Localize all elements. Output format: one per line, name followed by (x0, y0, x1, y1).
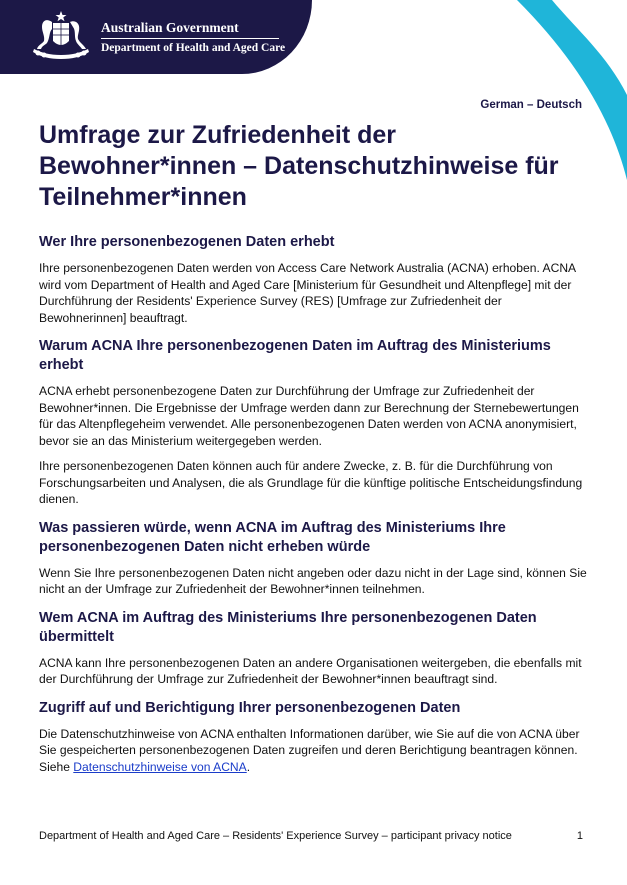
document-title: Umfrage zur Zufriedenheit der Bewohner*innen – Datenschutzhinweise für Teilnehmer*innen (39, 121, 559, 211)
coat-of-arms-icon (30, 9, 92, 61)
section-paragraph: ACNA erhebt personenbezogene Daten zur Durchführung der Umfrage zur Zufriedenheit der Bewohner*innen. Die Ergebnisse der Umfrage werden dann zur Berechnung der Sternebewertungen für das Altenpflegeheim verwendet. Alle personenbezogenen Daten werden von ACNA anonymisiert, bevor sie an das Ministerium weitergegeben werden. (39, 384, 579, 448)
page-footer (39, 830, 583, 842)
paragraph-text: Die Datenschutzhinweise von ACNA enthalten Informationen darüber, wie Sie auf die von ACNA über Sie gespeicherten personenbezogenen Daten zugreifen und deren Berichtigung beantragen können. Siehe (39, 726, 580, 774)
section-paragraph (39, 726, 589, 776)
section-paragraph: Ihre personenbezogenen Daten können auch für andere Zwecke, z. B. für die Durchführung von Forschungsarbeiten und Analysen, die als Grundlage für die künftige politische Entscheidungsfindung dienen. (39, 459, 583, 506)
section-heading-disclosure: Wem ACNA im Auftrag des Ministeriums Ihre personenbezogenen Daten übermittelt (39, 609, 537, 645)
section-paragraph: Ihre personenbezogenen Daten werden von Access Care Network Australia (ACNA) erhoben. ACNA wird vom Department of Health and Aged Care [Ministerium für Gesundheit und Altenpflege] mit der Durchführung der Residents' Experience Survey (RES) [Umfrage zur Zufriedenheit der Bewohnerinnen] beauftragt. (39, 261, 576, 325)
section-paragraph: ACNA kann Ihre personenbezogenen Daten an andere Organisationen weitergeben, die ebenfalls mit der Durchführung der Umfrage zur Zufriedenheit der Bewohner*innen beauftragt sind. (39, 655, 582, 686)
page-number: 1 (576, 830, 583, 842)
department-name: Department of Health and Aged Care (101, 42, 286, 54)
section-heading-who-collects: Wer Ihre personenbezogenen Daten erhebt (39, 234, 335, 250)
section-heading-why-collects: Warum ACNA Ihre personenbezogenen Daten im Auftrag des Ministeriums erhebt (39, 338, 551, 373)
header-divider (101, 38, 279, 39)
government-name: Australian Government (101, 20, 239, 35)
language-label: German – Deutsch (480, 99, 582, 111)
acna-privacy-notice-link[interactable]: Datenschutzhinweise von ACNA (73, 759, 247, 774)
footer-text: Department of Health and Aged Care – Residents' Experience Survey – participant privacy notice (39, 830, 512, 842)
document-body (39, 120, 589, 784)
section-heading-if-not-collected: Was passieren würde, wenn ACNA im Auftrag des Ministeriums Ihre personenbezogenen Daten nicht erheben würde (39, 519, 506, 555)
government-header (0, 0, 312, 74)
section-heading-access-correction: Zugriff auf und Berichtigung Ihrer personenbezogenen Daten (39, 699, 461, 716)
paragraph-end: . (246, 759, 251, 774)
section-paragraph: Wenn Sie Ihre personenbezogenen Daten nicht angeben oder dazu nicht in der Lage sind, können Sie nicht an der Umfrage zur Zufriedenheit der Bewohner*innen teilnehmen. (39, 565, 587, 596)
